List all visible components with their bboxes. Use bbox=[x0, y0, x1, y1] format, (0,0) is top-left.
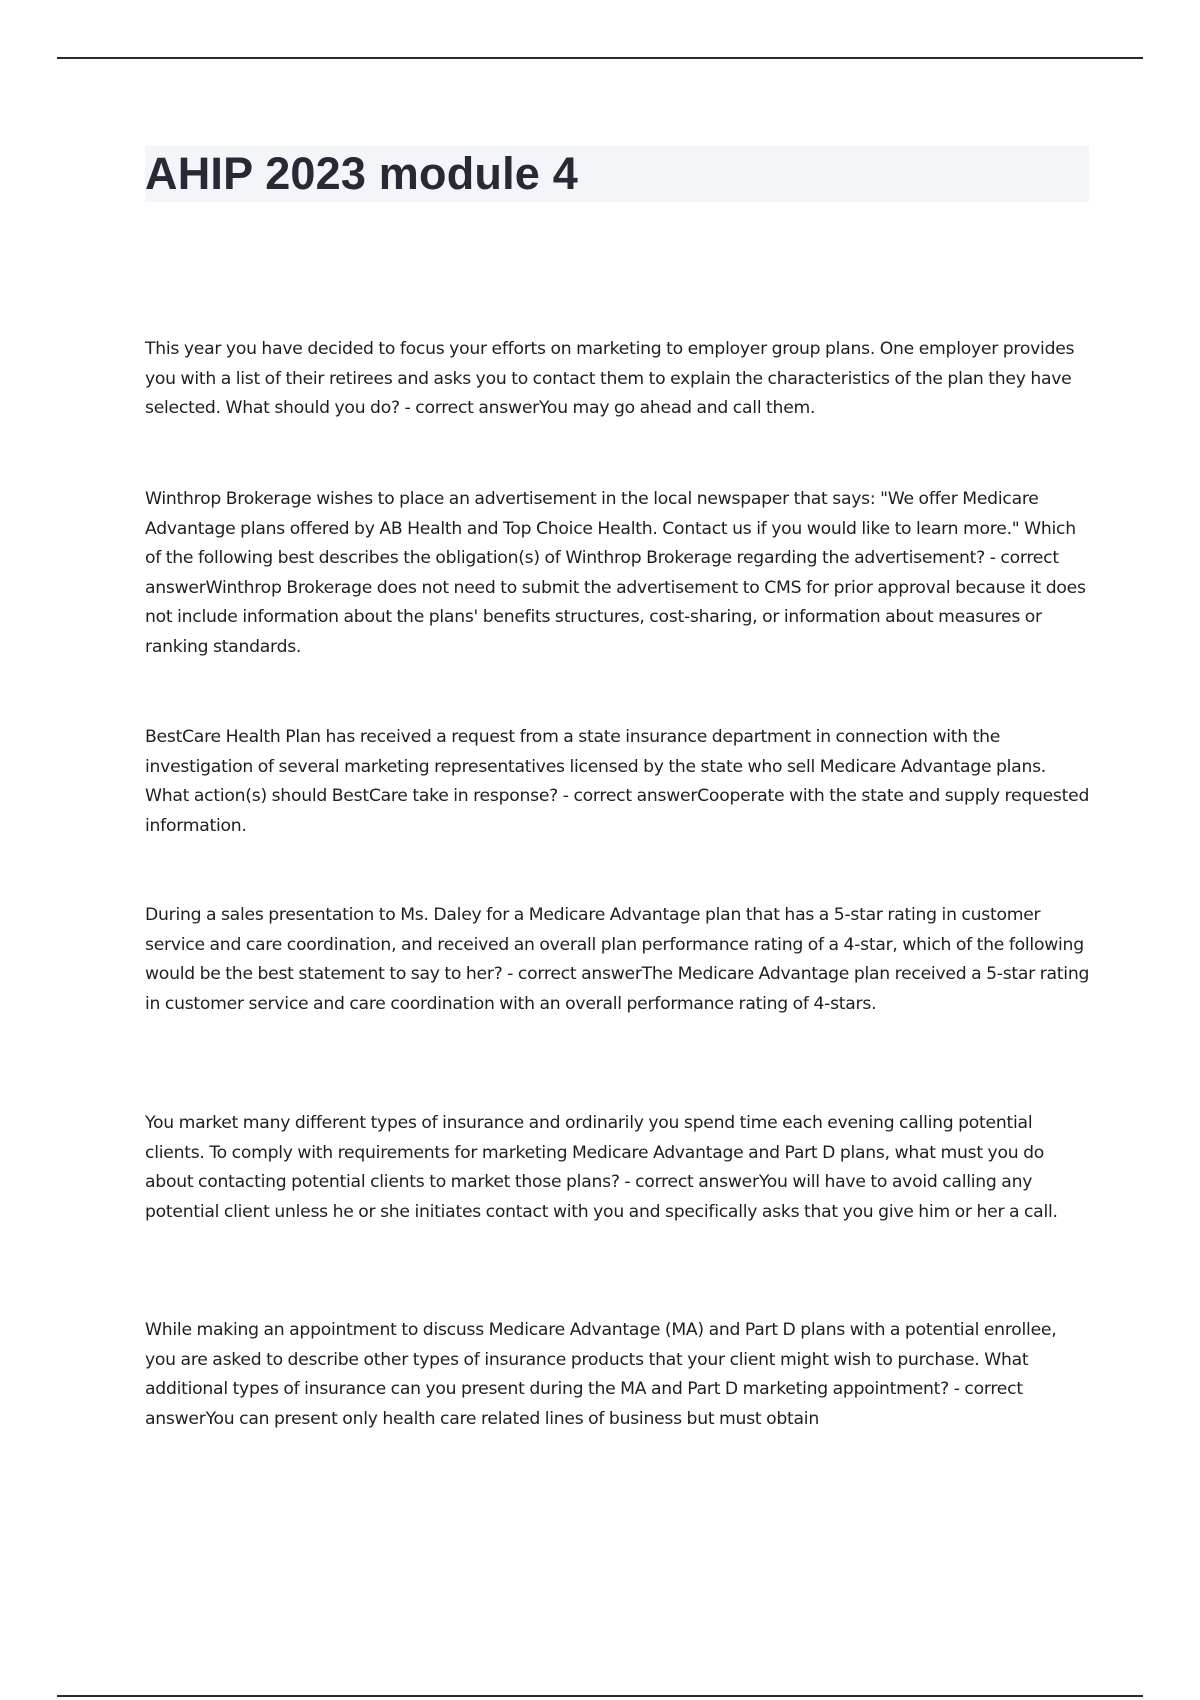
answer-text: You may go ahead and call them. bbox=[538, 398, 816, 418]
question-text: BestCare Health Plan has received a request from a state insurance department in connection with the investigation of several marketing representatives licensed by the state who sell Medicare Advantage plans. What action(s) should BestCare take in response? bbox=[145, 727, 1047, 806]
answer-separator: - correct answer bbox=[399, 398, 539, 418]
answer-text: You will have to avoid calling any potential client unless he or she initiates contact with you and specifically asks that you give him or her a call. bbox=[145, 1172, 1058, 1222]
answer-text: Winthrop Brokerage does not need to submit the advertisement to CMS for prior approval because it does not include information about the plans' benefits structures, cost-sharing, or information about measures or ranking standards. bbox=[145, 577, 1086, 657]
qa-entry-1 bbox=[145, 335, 1090, 424]
answer-separator: - correct answer bbox=[145, 1379, 1023, 1429]
qa-entry-6 bbox=[145, 1316, 1090, 1434]
answer-text: The Medicare Advantage plan received a 5-star rating in customer service and care coordination with an overall performance rating of 4-stars. bbox=[145, 964, 1090, 1014]
question-text: During a sales presentation to Ms. Daley for a Medicare Advantage plan that has a 5-star rating in customer service and care coordination, and received an overall plan performance rating of a 4-star, which of the following would be the best statement to say to her? bbox=[145, 905, 1084, 984]
question-text: While making an appointment to discuss Medicare Advantage (MA) and Part D plans with a potential enrollee, you are asked to describe other types of insurance products that your client might wish to purchase. What additional types of insurance can you present during the MA and Part D marketing appointment? bbox=[145, 1320, 1057, 1399]
document-title: AHIP 2023 module 4 bbox=[145, 148, 578, 199]
question-text: You market many different types of insurance and ordinarily you spend time each evening calling potential clients. To comply with requirements for marketing Medicare Advantage and Part D plans, what must you do about contacting potential clients to market those plans? bbox=[145, 1113, 1045, 1192]
answer-separator: - correct answer bbox=[502, 964, 642, 984]
qa-entry-5 bbox=[145, 1109, 1090, 1227]
answer-separator: - correct answer bbox=[145, 548, 1059, 598]
qa-entry-4 bbox=[145, 901, 1090, 1019]
answer-text: Cooperate with the state and supply requested information. bbox=[145, 786, 1090, 836]
qa-entry-3 bbox=[145, 723, 1090, 841]
bottom-rule bbox=[57, 1695, 1143, 1697]
question-text: Winthrop Brokerage wishes to place an advertisement in the local newspaper that says: "We offer Medicare Advantage plans offered by AB Health and Top Choice Health. Contact us if you would like to learn more." Which of the following best describes the obligation(s) of Winthrop Brokerage regarding the advertisement? bbox=[145, 489, 1076, 568]
answer-separator: - correct answer bbox=[558, 786, 698, 806]
top-rule bbox=[57, 57, 1143, 59]
answer-separator: - correct answer bbox=[619, 1172, 759, 1192]
qa-entry-2 bbox=[145, 485, 1090, 662]
question-text: This year you have decided to focus your efforts on marketing to employer group plans. One employer provides you with a list of their retirees and asks you to contact them to explain the characteristics of the plan they have selected. What should you do? bbox=[145, 339, 1075, 418]
answer-text: You can present only health care related lines of business but must obtain bbox=[205, 1408, 819, 1429]
